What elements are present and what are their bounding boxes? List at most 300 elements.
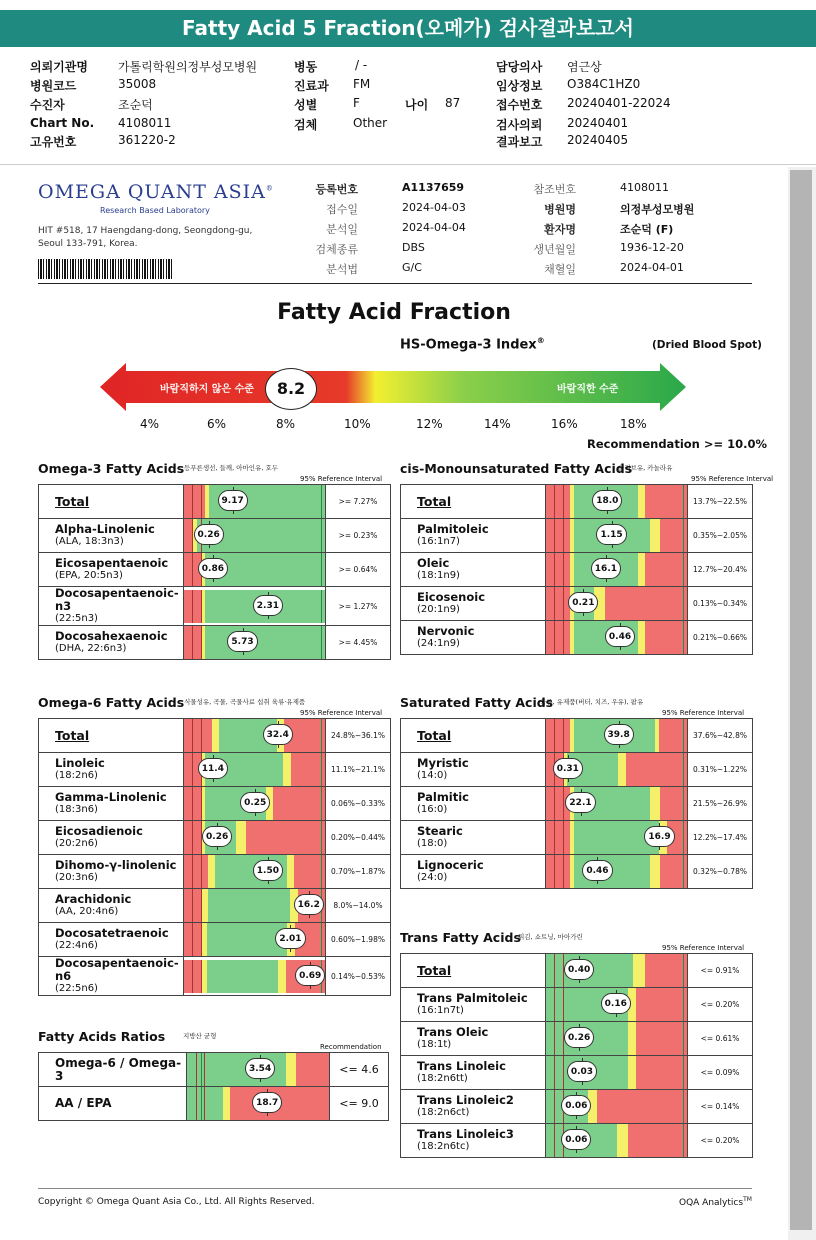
range-guide-line: [683, 821, 684, 854]
omega6-acid-name: Docosatetraenoic: [55, 926, 169, 940]
report-label: 분석일: [326, 223, 358, 236]
sat-range-bar: [546, 719, 687, 752]
trans-row: [401, 1022, 753, 1056]
omega6-acid-name: Arachidonic: [55, 892, 132, 906]
report-value: DBS: [402, 241, 425, 254]
sat-acid-formula: (14:0): [417, 770, 448, 781]
omega3-acid-name: Alpha-Linolenic: [55, 522, 155, 536]
lab-name: OMEGA QUANT ASIA: [38, 181, 266, 203]
mono-acid-formula: (24:1n9): [417, 638, 460, 649]
marker-tick: [267, 1112, 268, 1116]
trans-value-marker: [561, 1095, 591, 1116]
mono-bar-cell: [546, 621, 688, 655]
range-guide-line: [192, 753, 193, 786]
lab-address-2: Seoul 133-791, Korea.: [38, 239, 138, 249]
sat-title: Saturated Fatty Acids: [400, 695, 554, 710]
omega6-value-marker: [240, 792, 270, 813]
mono-range-bar: [546, 621, 687, 654]
omega6-range-bar: [184, 719, 325, 752]
range-segment-r: [184, 519, 192, 552]
sat-ref-interval: 37.6%~42.8%: [688, 719, 753, 753]
sat-acid-name: Myristic: [417, 756, 469, 770]
omega6-value: 0.26: [206, 832, 229, 842]
marker-tick: [268, 592, 269, 596]
trans-range-bar: [546, 1090, 687, 1123]
omega3-value: 9.17: [221, 496, 244, 506]
header-value: F: [353, 96, 360, 110]
mono-value-marker: [568, 592, 598, 613]
omega3-acid-name: Docosahexaenoic: [55, 629, 168, 643]
omega3-value-marker: [253, 595, 283, 616]
omega6-bar-cell: [184, 855, 326, 889]
index-tick-label: 10%: [344, 417, 371, 431]
marker-tick: [576, 1115, 577, 1119]
range-guide-line: [192, 821, 193, 854]
mono-acid-formula: (18:1n9): [417, 570, 460, 581]
range-guide-line: [563, 485, 564, 518]
range-segment-y: [650, 519, 660, 552]
range-guide-line: [192, 590, 193, 623]
range-guide-line: [192, 923, 193, 956]
trans-name-cell: [401, 1022, 546, 1056]
range-guide-line: [201, 889, 202, 922]
trans-row: [401, 988, 753, 1022]
trans-value-marker: [561, 1129, 591, 1150]
trans-value: 0.16: [604, 999, 627, 1009]
report-label: 분석법: [326, 263, 358, 276]
omega6-name-cell: [39, 957, 184, 996]
trans-row: [401, 1056, 753, 1090]
omega3-value: 0.86: [201, 564, 224, 574]
range-guide-line: [192, 787, 193, 820]
range-guide-line: [683, 621, 684, 654]
omega6-row: [39, 889, 391, 923]
index-tick-label: 16%: [551, 417, 578, 431]
sat-value-marker: [582, 860, 612, 881]
range-segment-r: [546, 519, 570, 552]
trans-range-bar: [546, 954, 687, 987]
header-label: 고유번호: [30, 135, 77, 149]
sat-ref-interval: 0.31%~1.22%: [688, 753, 753, 787]
report-label: 생년월일: [533, 243, 576, 256]
index-tick-label: 18%: [620, 417, 647, 431]
brand-mark: [679, 1196, 752, 1208]
range-guide-line: [563, 988, 564, 1021]
trans-subtitle: 튀김, 쇼트닝, 마아가린: [518, 933, 583, 941]
range-guide-line: [683, 519, 684, 552]
marker-tick: [278, 744, 279, 748]
report-value: 2024-04-01: [620, 261, 684, 274]
omega3-row: [39, 553, 391, 587]
mono-range-bar: [546, 485, 687, 518]
header-value: 361220-2: [118, 133, 176, 147]
omega3-table: [38, 484, 391, 660]
range-segment-y: [618, 753, 626, 786]
omega3-index-reg-mark: ®: [536, 336, 545, 345]
header-value: 20240405: [567, 133, 629, 147]
marker-tick: [243, 651, 244, 655]
marker-tick: [619, 721, 620, 725]
omega3-value-marker: [194, 524, 224, 545]
header-value: 염근상: [567, 60, 602, 74]
mono-value: 16.1: [594, 564, 618, 574]
omega3-acid-name: Docosapentaenoic-n3: [55, 586, 179, 613]
omega3-value: 0.26: [197, 530, 220, 540]
desirable-label: 바람직한 수준: [557, 384, 619, 395]
mono-value: 0.46: [608, 632, 632, 642]
mono-bar-cell: [546, 587, 688, 621]
range-guide-line: [321, 821, 322, 854]
lab-tagline: Research Based Laboratory: [100, 206, 210, 215]
range-guide-line: [204, 1087, 205, 1120]
range-segment-r: [546, 553, 570, 586]
trans-value: 0.06: [565, 1101, 588, 1111]
range-segment-r: [645, 485, 687, 518]
omega3-acid-formula: (DHA, 22:6n3): [55, 643, 127, 654]
ratios-value-marker: [245, 1058, 275, 1079]
range-guide-line: [192, 553, 193, 586]
marker-tick: [581, 789, 582, 793]
range-guide-line: [192, 960, 193, 993]
report-label: 채혈일: [544, 263, 576, 276]
range-guide-line: [554, 821, 555, 854]
sat-value: 0.46: [586, 866, 609, 876]
omega6-ref-interval: 0.20%~0.44%: [326, 821, 391, 855]
range-guide-line: [563, 553, 564, 586]
omega3-ref-interval: >= 0.23%: [326, 519, 391, 553]
range-guide-line: [554, 719, 555, 752]
omega6-acid-formula: (20:3n6): [55, 872, 98, 883]
mono-value-marker: [591, 558, 621, 579]
omega3-range-bar: [184, 519, 325, 552]
range-guide-line: [554, 519, 555, 552]
range-guide-line: [201, 719, 202, 752]
omega3-bar-cell: [184, 485, 326, 519]
trans-range-bar: [546, 1056, 687, 1089]
range-guide-line: [192, 485, 193, 518]
index-tick-label: 8%: [276, 417, 296, 431]
trans-name-cell: [401, 1124, 546, 1158]
ratios-row: [39, 1087, 389, 1121]
trans-value-marker: [564, 959, 594, 980]
omega6-value: 16.2: [297, 900, 320, 910]
range-segment-y: [287, 855, 294, 888]
header-value: Other: [353, 116, 388, 130]
range-segment-r: [273, 787, 325, 820]
header-label: 결과보고: [496, 135, 543, 149]
trans-acid-name: Trans Palmitoleic: [417, 991, 528, 1005]
report-value: 조순덕 (F): [620, 223, 674, 236]
sat-range-bar: [546, 787, 687, 820]
trans-acid-formula: (18:1t): [417, 1039, 452, 1050]
trans-value: 0.40: [568, 965, 591, 975]
trans-acid-name: Trans Linoleic2: [417, 1093, 514, 1107]
range-segment-r: [628, 1124, 687, 1157]
mono-row: [401, 519, 753, 553]
header-value: 20240401: [567, 116, 629, 130]
omega3-bar-cell: [184, 553, 326, 587]
range-guide-line: [554, 954, 555, 987]
marker-tick: [607, 510, 608, 514]
range-segment-r: [605, 587, 687, 620]
range-segment-g: [205, 626, 325, 659]
range-guide-line: [683, 1090, 684, 1123]
range-guide-line: [554, 855, 555, 888]
omega6-value-marker: [295, 965, 325, 986]
omega6-ref-interval: 0.70%~1.87%: [326, 855, 391, 889]
marker-tick: [612, 544, 613, 548]
sat-value-marker: [553, 758, 583, 779]
mono-table: [400, 484, 753, 655]
mono-name-cell: [401, 519, 546, 553]
range-guide-line: [563, 621, 564, 654]
range-segment-y: [617, 1124, 628, 1157]
range-guide-line: [683, 553, 684, 586]
sat-row: [401, 787, 753, 821]
mono-name-cell: [401, 621, 546, 655]
report-value: A1137659: [402, 181, 465, 194]
trans-acid-name: Trans Linoleic3: [417, 1127, 514, 1141]
trans-bar-cell: [546, 1022, 688, 1056]
trans-table: [400, 953, 753, 1158]
omega6-value-marker: [294, 894, 324, 915]
mono-subtitle: 올리브유, 카놀라유: [618, 464, 673, 472]
range-guide-line: [683, 1124, 684, 1157]
range-segment-r: [184, 719, 212, 752]
omega6-name-cell: [39, 821, 184, 855]
sat-bar-cell: [546, 821, 688, 855]
range-guide-line: [554, 1124, 555, 1157]
trans-value: 0.06: [565, 1135, 588, 1145]
trans-acid-formula: (18:2n6ct): [417, 1107, 470, 1118]
header-value: / -: [355, 58, 368, 72]
mono-value-marker: [596, 524, 626, 545]
range-segment-y: [638, 621, 645, 654]
mono-acid-name: Oleic: [417, 556, 450, 570]
marker-tick: [620, 646, 621, 650]
scrollbar-thumb[interactable]: [790, 170, 812, 1230]
index-value-marker: 8.2: [265, 368, 317, 410]
report-title: Fatty Acid 5 Fraction(오메가) 검사결과보고서: [0, 10, 816, 47]
sat-bar-cell: [546, 753, 688, 787]
omega3-range-bar: [184, 590, 325, 623]
omega3-bar-cell: [184, 587, 326, 626]
marker-tick: [579, 1024, 580, 1028]
range-guide-line: [201, 485, 202, 518]
range-guide-line: [201, 1087, 202, 1120]
report-label: 참조번호: [533, 183, 576, 196]
omega6-acid-formula: (22:5n6): [55, 983, 98, 994]
range-guide-line: [683, 988, 684, 1021]
sat-name-cell: [401, 821, 546, 855]
range-segment-y: [628, 1056, 636, 1089]
trans-row: [401, 1090, 753, 1124]
range-segment-y: [628, 1022, 636, 1055]
omega3-acid-formula: (ALA, 18:3n3): [55, 536, 124, 547]
omega6-table: [38, 718, 391, 996]
header-label: 병원코드: [30, 79, 77, 93]
range-guide-line: [563, 519, 564, 552]
omega6-acid-name: Linoleic: [55, 756, 105, 770]
index-tick-label: 12%: [416, 417, 443, 431]
ratios-value-marker: [252, 1092, 282, 1113]
omega6-value-marker: [263, 724, 293, 745]
sat-table: [400, 718, 753, 889]
sat-acid-formula: (16:0): [417, 804, 448, 815]
trans-ref-interval: <= 0.20%: [688, 1124, 753, 1158]
marker-tick: [255, 789, 256, 793]
report-label: 환자명: [544, 223, 576, 236]
mono-ref-interval: 0.13%~0.34%: [688, 587, 753, 621]
omega6-row: [39, 957, 391, 996]
omega6-ref-interval: 8.0%~14.0%: [326, 889, 391, 923]
range-guide-line: [201, 960, 202, 993]
report-label: 병원명: [544, 203, 576, 216]
range-guide-line: [201, 787, 202, 820]
marker-tick: [267, 1089, 268, 1093]
range-guide-line: [321, 590, 322, 623]
range-guide-line: [683, 954, 684, 987]
range-guide-line: [201, 590, 202, 623]
range-guide-line: [321, 519, 322, 552]
mono-ref-interval: 0.35%~2.05%: [688, 519, 753, 553]
range-guide-line: [554, 485, 555, 518]
sat-row: [401, 753, 753, 787]
omega6-range-bar: [184, 855, 325, 888]
sat-name-cell: [401, 855, 546, 889]
ratios-value: 3.54: [249, 1064, 272, 1074]
trans-ref-interval: <= 0.91%: [688, 954, 753, 988]
marker-tick: [583, 589, 584, 593]
omega6-acid-formula: (20:2n6): [55, 838, 98, 849]
range-guide-line: [554, 587, 555, 620]
header-label: 나이: [405, 98, 429, 112]
range-segment-y: [638, 553, 645, 586]
header-divider: [0, 164, 816, 165]
range-guide-line: [554, 553, 555, 586]
range-guide-line: [201, 626, 202, 659]
range-guide-line: [563, 719, 564, 752]
sat-acid-name: Lignoceric: [417, 858, 484, 872]
lab-reg-mark: ®: [265, 184, 274, 193]
marker-tick: [233, 510, 234, 514]
marker-tick: [581, 812, 582, 816]
range-guide-line: [321, 855, 322, 888]
marker-tick: [213, 755, 214, 759]
range-segment-r: [636, 1056, 687, 1089]
marker-tick: [260, 1078, 261, 1082]
omega6-range-bar: [184, 923, 325, 956]
ratios-ref-interval: <= 9.0: [330, 1087, 389, 1121]
trans-bar-cell: [546, 988, 688, 1022]
report-value: 2024-04-04: [402, 221, 466, 234]
mono-bar-cell: [546, 485, 688, 519]
omega6-range-bar: [184, 889, 325, 922]
report-value: 1936-12-20: [620, 241, 684, 254]
range-segment-y: [223, 1087, 230, 1120]
omega6-name-cell: [39, 889, 184, 923]
omega6-range-bar: [184, 787, 325, 820]
marker-tick: [209, 544, 210, 548]
omega6-bar-cell: [184, 923, 326, 957]
ratios-value: 18.7: [256, 1098, 279, 1108]
range-guide-line: [683, 719, 684, 752]
omega6-ref-interval: 11.1%~21.1%: [326, 753, 391, 787]
omega6-total-label: Total: [55, 728, 90, 743]
omega3-index-title: [400, 336, 545, 352]
index-tick-label: 14%: [484, 417, 511, 431]
marker-tick: [576, 1149, 577, 1153]
mono-acid-name: Eicosenoic: [417, 590, 486, 604]
omega3-row: [39, 519, 391, 553]
range-guide-line: [683, 587, 684, 620]
omega6-name-cell: [39, 787, 184, 821]
mono-value: 1.15: [600, 530, 623, 540]
trans-value-marker: [601, 993, 631, 1014]
ratios-title: Fatty Acids Ratios: [38, 1029, 166, 1044]
marker-tick: [582, 1058, 583, 1062]
omega6-value: 11.4: [201, 764, 224, 774]
omega6-subtitle: 식물성유, 곡물, 곡물사료 섭취 육류·유제품: [184, 698, 306, 706]
omega6-bar-cell: [184, 821, 326, 855]
report-value: 의정부성모병원: [620, 203, 695, 216]
sat-value-marker: [644, 826, 674, 847]
marker-tick: [659, 846, 660, 850]
mono-ref-interval: 13.7%~22.5%: [688, 485, 753, 519]
mono-value: 18.0: [596, 496, 619, 506]
mono-total-label: Total: [417, 494, 452, 509]
marker-tick: [619, 744, 620, 748]
mono-ref-interval: 0.21%~0.66%: [688, 621, 753, 655]
header-label: 병동: [294, 60, 318, 74]
sat-ref-interval: 12.2%~17.4%: [688, 821, 753, 855]
sat-acid-name: Stearic: [417, 824, 463, 838]
omega3-ref-interval: >= 1.27%: [326, 587, 391, 626]
trans-bar-cell: [546, 954, 688, 988]
header-label: 검사의뢰: [496, 118, 543, 132]
range-guide-line: [192, 719, 193, 752]
sat-value: 16.9: [648, 832, 671, 842]
range-segment-r: [626, 753, 687, 786]
marker-tick: [616, 1013, 617, 1017]
marker-tick: [268, 857, 269, 861]
omega3-value-marker: [227, 631, 257, 652]
marker-tick: [579, 956, 580, 960]
report-label: 등록번호: [315, 183, 358, 196]
marker-tick: [309, 891, 310, 895]
marker-tick: [616, 990, 617, 994]
omega6-ref-interval: 0.14%~0.53%: [326, 957, 391, 996]
mono-acid-formula: (20:1n9): [417, 604, 460, 615]
report-value: 4108011: [620, 181, 669, 194]
range-segment-y: [201, 889, 208, 922]
omega3-value: 5.73: [231, 637, 254, 647]
header-label: 접수번호: [496, 98, 543, 112]
marker-tick: [582, 1081, 583, 1085]
range-segment-g: [208, 889, 290, 922]
ratios-ref-header: Recommendation: [320, 1043, 382, 1051]
sat-name-cell: [401, 719, 546, 753]
range-segment-y: [650, 855, 660, 888]
sat-range-bar: [546, 821, 687, 854]
trans-ref-interval: <= 0.14%: [688, 1090, 753, 1124]
range-segment-y: [208, 855, 215, 888]
ratios-bar-cell: [187, 1053, 330, 1087]
marker-tick: [576, 1092, 577, 1096]
omega3-index-label: HS-Omega-3 Index: [400, 337, 537, 353]
header-label: 담당의사: [496, 60, 543, 74]
omega6-ref-interval: 0.60%~1.98%: [326, 923, 391, 957]
